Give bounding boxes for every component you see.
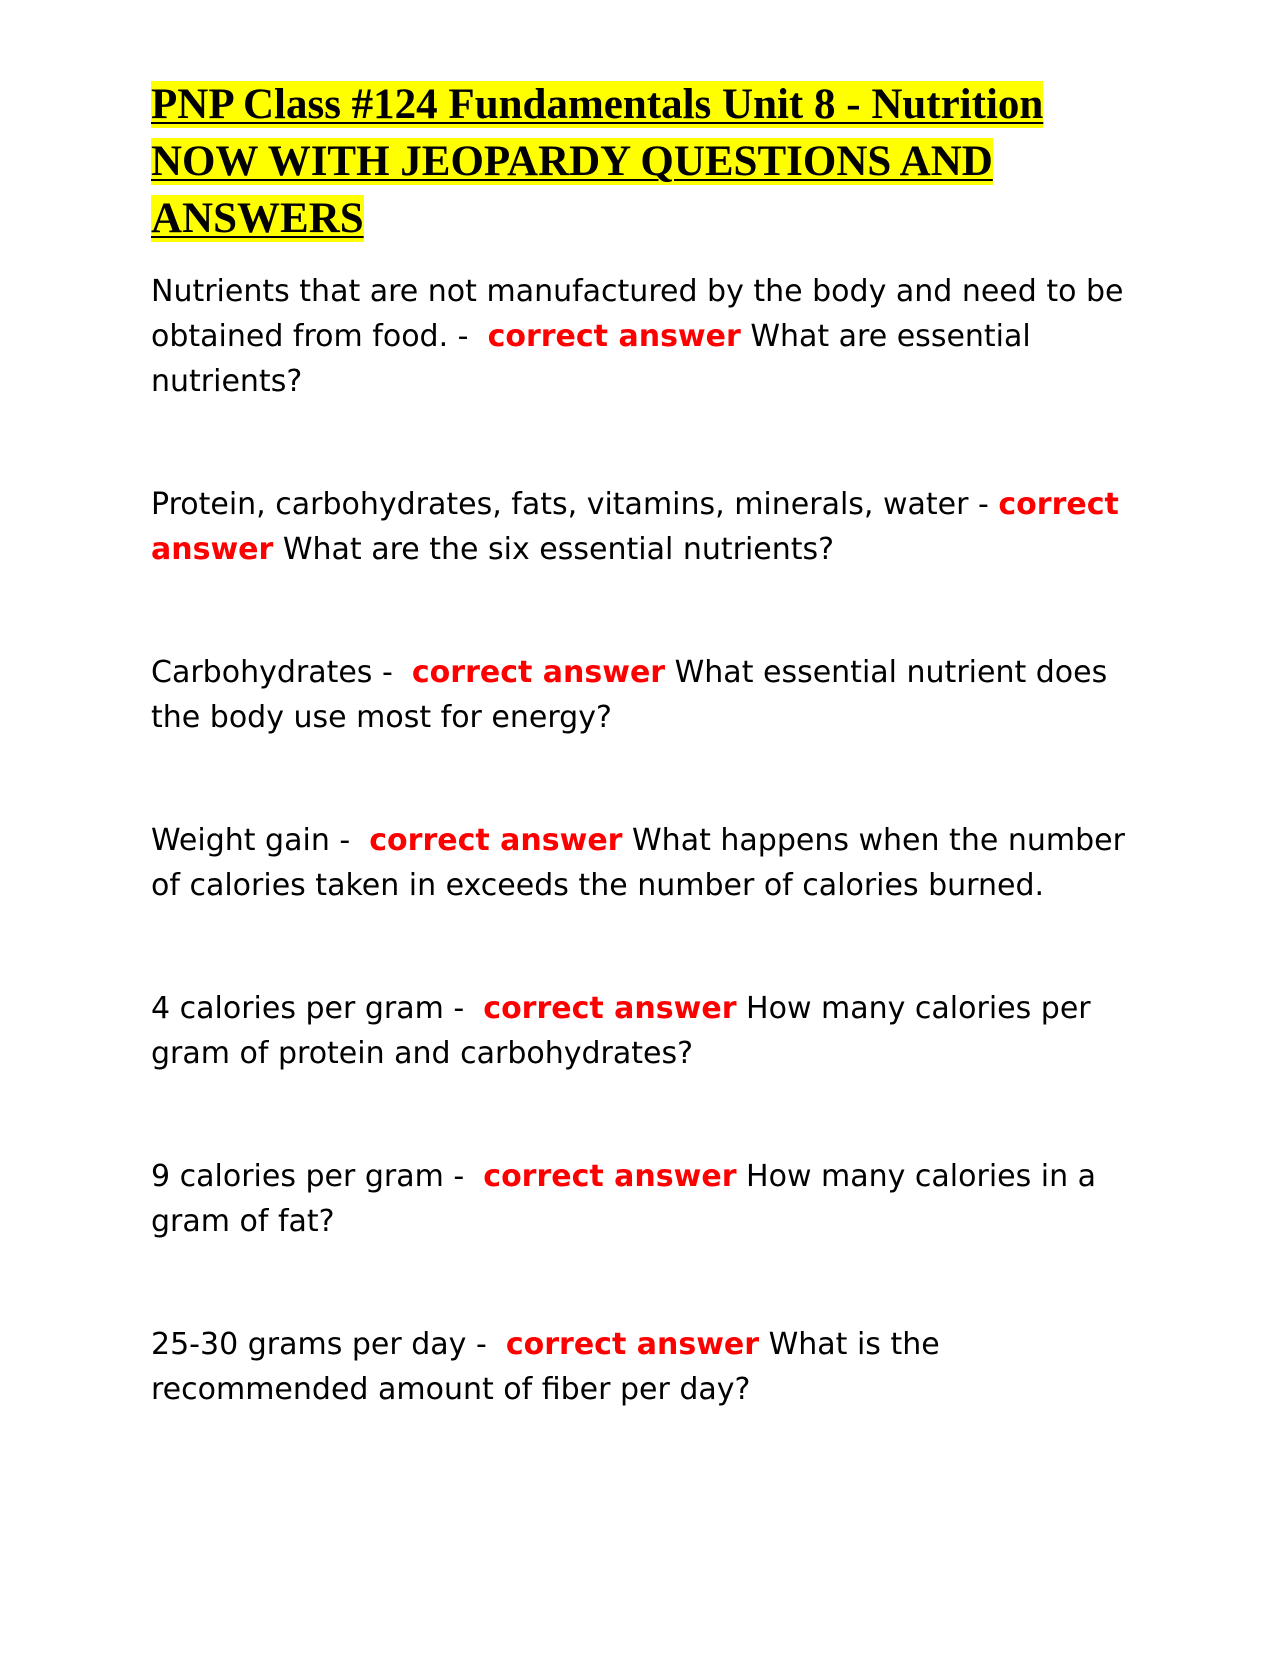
qa-question: How many calories in a gram of fat? <box>151 1159 1106 1239</box>
qa-term: 25-30 grams per day - <box>151 1327 506 1362</box>
qa-question: What happens when the number of calories taken in exceeds the number of calories burned. <box>151 823 1135 903</box>
qa-question: What are the six essential nutrients? <box>273 532 835 567</box>
qa-term: Carbohydrates - <box>151 655 412 690</box>
qa-item <box>151 650 1141 740</box>
correct-answer-marker: correct answer <box>483 991 737 1026</box>
correct-answer-marker: correct answer <box>369 823 623 858</box>
qa-question: What is the recommended amount of fiber per day? <box>151 1327 950 1407</box>
qa-term: Nutrients that are not manufactured by the body and need to be obtained from food. - <box>151 274 1134 354</box>
qa-term: Weight gain - <box>151 823 370 858</box>
qa-list <box>151 269 1141 1412</box>
document-content <box>151 76 1141 1490</box>
correct-answer-marker: correct answer <box>411 655 666 690</box>
qa-item <box>151 818 1141 908</box>
qa-term: Protein, carbohydrates, fats, vitamins, minerals, water - <box>151 487 999 522</box>
qa-term: 9 calories per gram - <box>151 1159 484 1194</box>
correct-answer-marker: correct answer <box>487 319 741 354</box>
qa-question: What are essential nutrients? <box>151 319 1041 399</box>
correct-answer-marker: correct answer <box>505 1327 760 1362</box>
correct-answer-marker: correct answer <box>151 487 1130 567</box>
document-title-text: PNP Class #124 Fundamentals Unit 8 - Nutrition NOW WITH JEOPARDY QUESTIONS AND ANSWERS <box>151 81 1044 242</box>
qa-item <box>151 1154 1141 1244</box>
qa-item <box>151 1322 1141 1412</box>
correct-answer-marker: correct answer <box>483 1159 737 1194</box>
qa-question: How many calories per gram of protein and carbohydrates? <box>151 991 1101 1071</box>
document-title <box>151 76 1141 247</box>
qa-item <box>151 482 1141 572</box>
qa-question: What essential nutrient does the body use most for energy? <box>151 655 1117 735</box>
qa-item <box>151 269 1141 404</box>
qa-term: 4 calories per gram - <box>151 991 484 1026</box>
qa-item <box>151 986 1141 1076</box>
